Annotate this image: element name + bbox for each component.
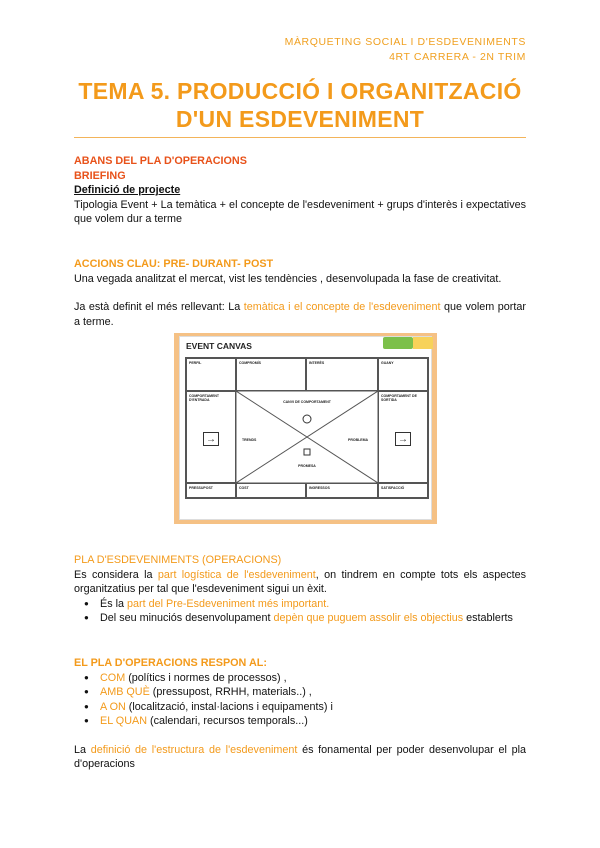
cell-trends: TRENDS <box>242 438 257 442</box>
paragraph: Una vegada analitzat el mercat, vist les tendències , desenvolupada la fase de creativitat. <box>74 272 502 285</box>
cell-problem: PROBLEMA <box>348 438 369 442</box>
list-item <box>100 671 526 686</box>
cell-promise: PROMESA <box>298 464 316 468</box>
section-heading: PLA D'ESDEVENIMENTS (OPERACIONS) <box>74 554 282 566</box>
bullet-list <box>74 597 526 626</box>
text: Del seu minuciós desenvolupament <box>100 612 274 624</box>
cell-label: COMPORTAMENT DE SORTIDA <box>381 394 417 402</box>
paragraph <box>74 743 526 772</box>
list-item <box>100 700 526 715</box>
text: (polítics i normes de processos) , <box>125 671 287 684</box>
list-item <box>100 597 526 612</box>
text: és fonamental per poder desenvolupar el pla d'operacions <box>74 743 527 770</box>
page-title-line1: TEMA 5. PRODUCCIÓ I ORGANITZACIÓ <box>78 78 522 104</box>
enter-icon: → <box>203 432 219 446</box>
text: , on tindrem en compte tots els aspectes organitzatius per tal que l'esdeveniment sigui un èxit. <box>74 568 527 595</box>
text: Ja està definit el més rellevant: La <box>74 301 244 313</box>
highlight: depèn que puguem assolir els objectius <box>273 612 464 624</box>
text: (pressupost, RRHH, materials..) , <box>149 686 312 698</box>
page-title-line2: D'UN ESDEVENIMENT <box>175 106 425 132</box>
text: Es considera la <box>74 568 158 581</box>
highlight: part del Pre-Esdeveniment més important. <box>127 597 330 610</box>
cell-interest: INTERÈS <box>306 358 378 391</box>
text: És la <box>100 597 128 610</box>
header-subject: MÀRQUETING SOCIAL I D'ESDEVENIMENTS <box>284 36 526 48</box>
highlight: AMB QUÈ <box>100 686 150 698</box>
highlight: temàtica i el concepte de l'esdeveniment <box>243 301 441 313</box>
list-item <box>100 685 526 700</box>
highlight: part logística de l'esdeveniment <box>157 568 316 581</box>
text: establerts <box>463 612 513 624</box>
bullet-list <box>74 671 526 729</box>
text: que volem portar a terme. <box>74 301 526 328</box>
cell-profile: PERFIL <box>186 358 236 391</box>
event-canvas-image <box>174 333 437 524</box>
section-briefing <box>74 154 526 227</box>
cell-commitment: COMPROMÍS <box>236 358 306 391</box>
highlight: A ON <box>100 700 126 713</box>
paragraph <box>74 568 526 597</box>
cell-satisfaction: SATISFACCIÓ <box>378 483 428 498</box>
canvas-sheet <box>179 336 432 520</box>
cell-cost: COST <box>236 483 306 498</box>
list-item <box>100 611 526 626</box>
highlight: COM <box>100 671 126 684</box>
definition-title: Definició de projecte <box>74 184 181 196</box>
text: La <box>74 743 91 756</box>
list-item <box>100 714 526 729</box>
highlight: EL QUAN <box>100 715 147 727</box>
canvas-tag <box>413 337 433 349</box>
subheading-briefing: BRIEFING <box>74 169 126 182</box>
canvas-grid <box>185 357 429 499</box>
section-heading: ACCIONS CLAU: PRE- DURANT- POST <box>74 258 274 270</box>
cell-entry <box>186 391 236 483</box>
text: (localització, instal·lacions i equipaments) i <box>125 700 333 713</box>
section-responds-to <box>74 656 526 772</box>
definition-text: Tipologia Event + La temàtica + el concepte de l'esdeveniment + grups d'interès i expectatives que volem dur a terme <box>74 198 526 225</box>
header-course: 4RT CARRERA - 2N TRIM <box>389 51 526 63</box>
cell-behaviour-change: CANVI DE COMPORTAMENT <box>283 400 331 404</box>
title-divider <box>74 137 526 138</box>
cell-label: COMPORTAMENT D'ENTRADA <box>189 394 220 402</box>
section-key-actions <box>74 257 526 329</box>
section-heading: ABANS DEL PLA D'OPERACIONS <box>74 155 247 167</box>
cell-gain: GUANY <box>378 358 428 391</box>
highlight: definició de l'estructura de l'esdeveniment <box>90 743 298 756</box>
canvas-tag <box>383 337 413 349</box>
cell-budget: PRESSUPOST <box>186 483 236 498</box>
text: (calendari, recursos temporals...) <box>147 715 308 727</box>
canvas-title: EVENT CANVAS <box>186 341 252 351</box>
exit-icon: → <box>395 432 411 446</box>
cell-income: INGRESSOS <box>306 483 378 498</box>
section-heading: EL PLA D'OPERACIONS RESPON AL: <box>74 657 267 669</box>
cell-exit <box>378 391 428 483</box>
paragraph <box>74 300 526 329</box>
section-operations-plan <box>74 553 526 626</box>
